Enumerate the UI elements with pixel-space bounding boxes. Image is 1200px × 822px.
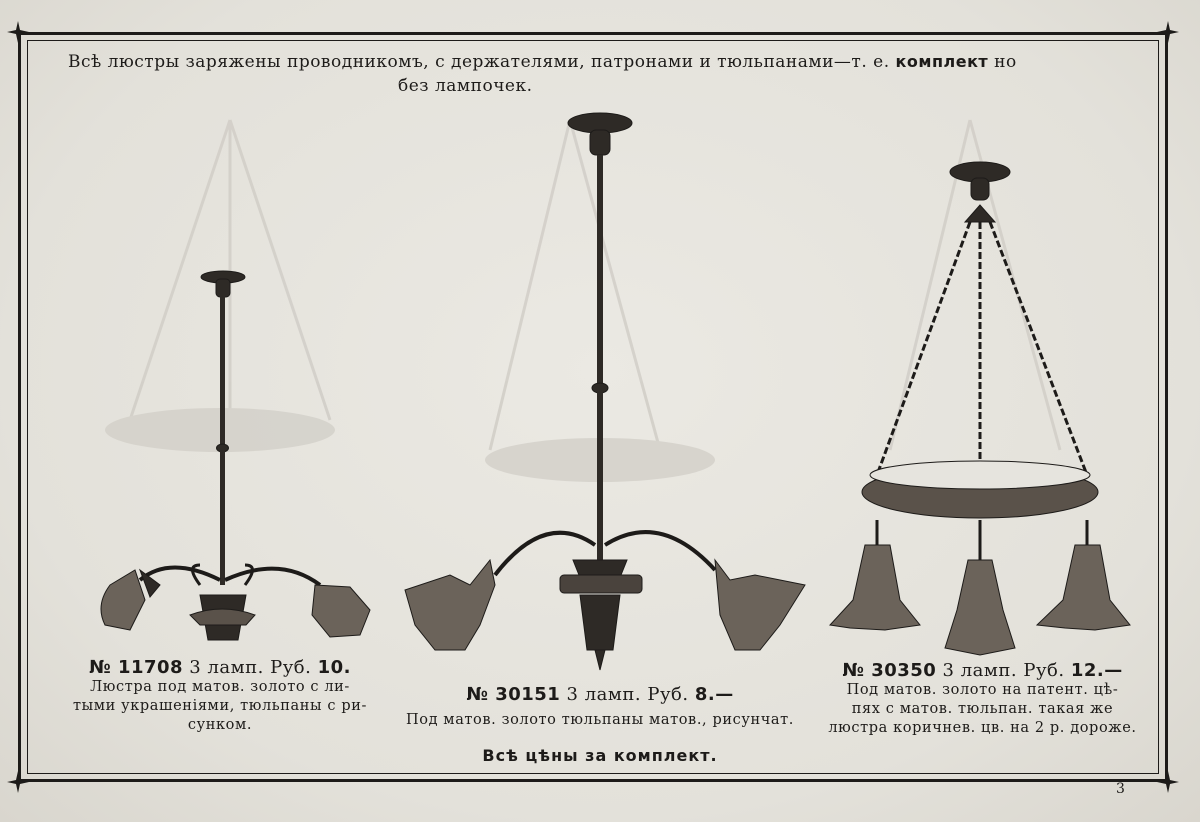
item-11708 [55,657,385,735]
desc-line: Люстра под матов. золото с ли- [90,679,350,695]
item-price-label: Руб. [1023,660,1065,681]
item-30350 [820,660,1145,738]
item-price: 12.— [1070,660,1123,681]
desc-line: люстра коричнев. цв. на 2 р. дороже. [828,720,1137,736]
corner-ornament-top-left [7,21,29,43]
item-description [55,678,385,735]
item-number: № 11708 [89,657,184,678]
item-price-label: Руб. [270,657,312,678]
item-30151 [390,684,810,730]
item-lamps: 3 ламп. [189,657,264,678]
item-price: 10. [317,657,351,678]
desc-line: сунком. [187,717,253,733]
corner-ornament-bottom-left [7,771,29,793]
item-description [390,711,810,730]
item-lamps: 3 ламп. [566,684,642,705]
chandelier-30350-illustration [825,160,1135,660]
chandelier-30151-illustration [395,105,815,680]
page-number: 3 [1116,781,1125,797]
item-price: 8.— [694,684,734,705]
item-number: № 30151 [466,684,561,705]
header-bold-word: комплект [895,52,989,71]
desc-line: пях с матов. тюльпан. такая же [851,701,1114,717]
desc-line: Под матов. золото тюльпаны матов., рисунчат. [406,712,794,728]
header-line1-end: но [994,52,1017,72]
corner-ornament-top-right [1157,21,1179,43]
desc-line: тыми украшеніями, тюльпаны с ри- [73,698,367,714]
header-note [60,50,1140,98]
chandelier-11708-illustration [50,265,385,655]
item-lamps: 3 ламп. [942,660,1018,681]
corner-ornament-bottom-right [1157,771,1179,793]
item-11708-title [55,657,385,678]
item-30151-title [390,684,810,705]
footer-note: Всѣ цѣны за комплект. [482,746,718,765]
item-number: № 30350 [842,660,937,681]
desc-line: Под матов. золото на патент. цѣ- [846,682,1119,698]
item-price-label: Руб. [647,684,689,705]
item-30350-title [820,660,1145,681]
header-line2-text: без лампочек. [398,76,533,96]
header-line1-text: Всѣ люстры заряжены проводникомъ, с держателями, патронами и тюльпанами—т. е. [68,52,890,72]
item-description [820,681,1145,738]
